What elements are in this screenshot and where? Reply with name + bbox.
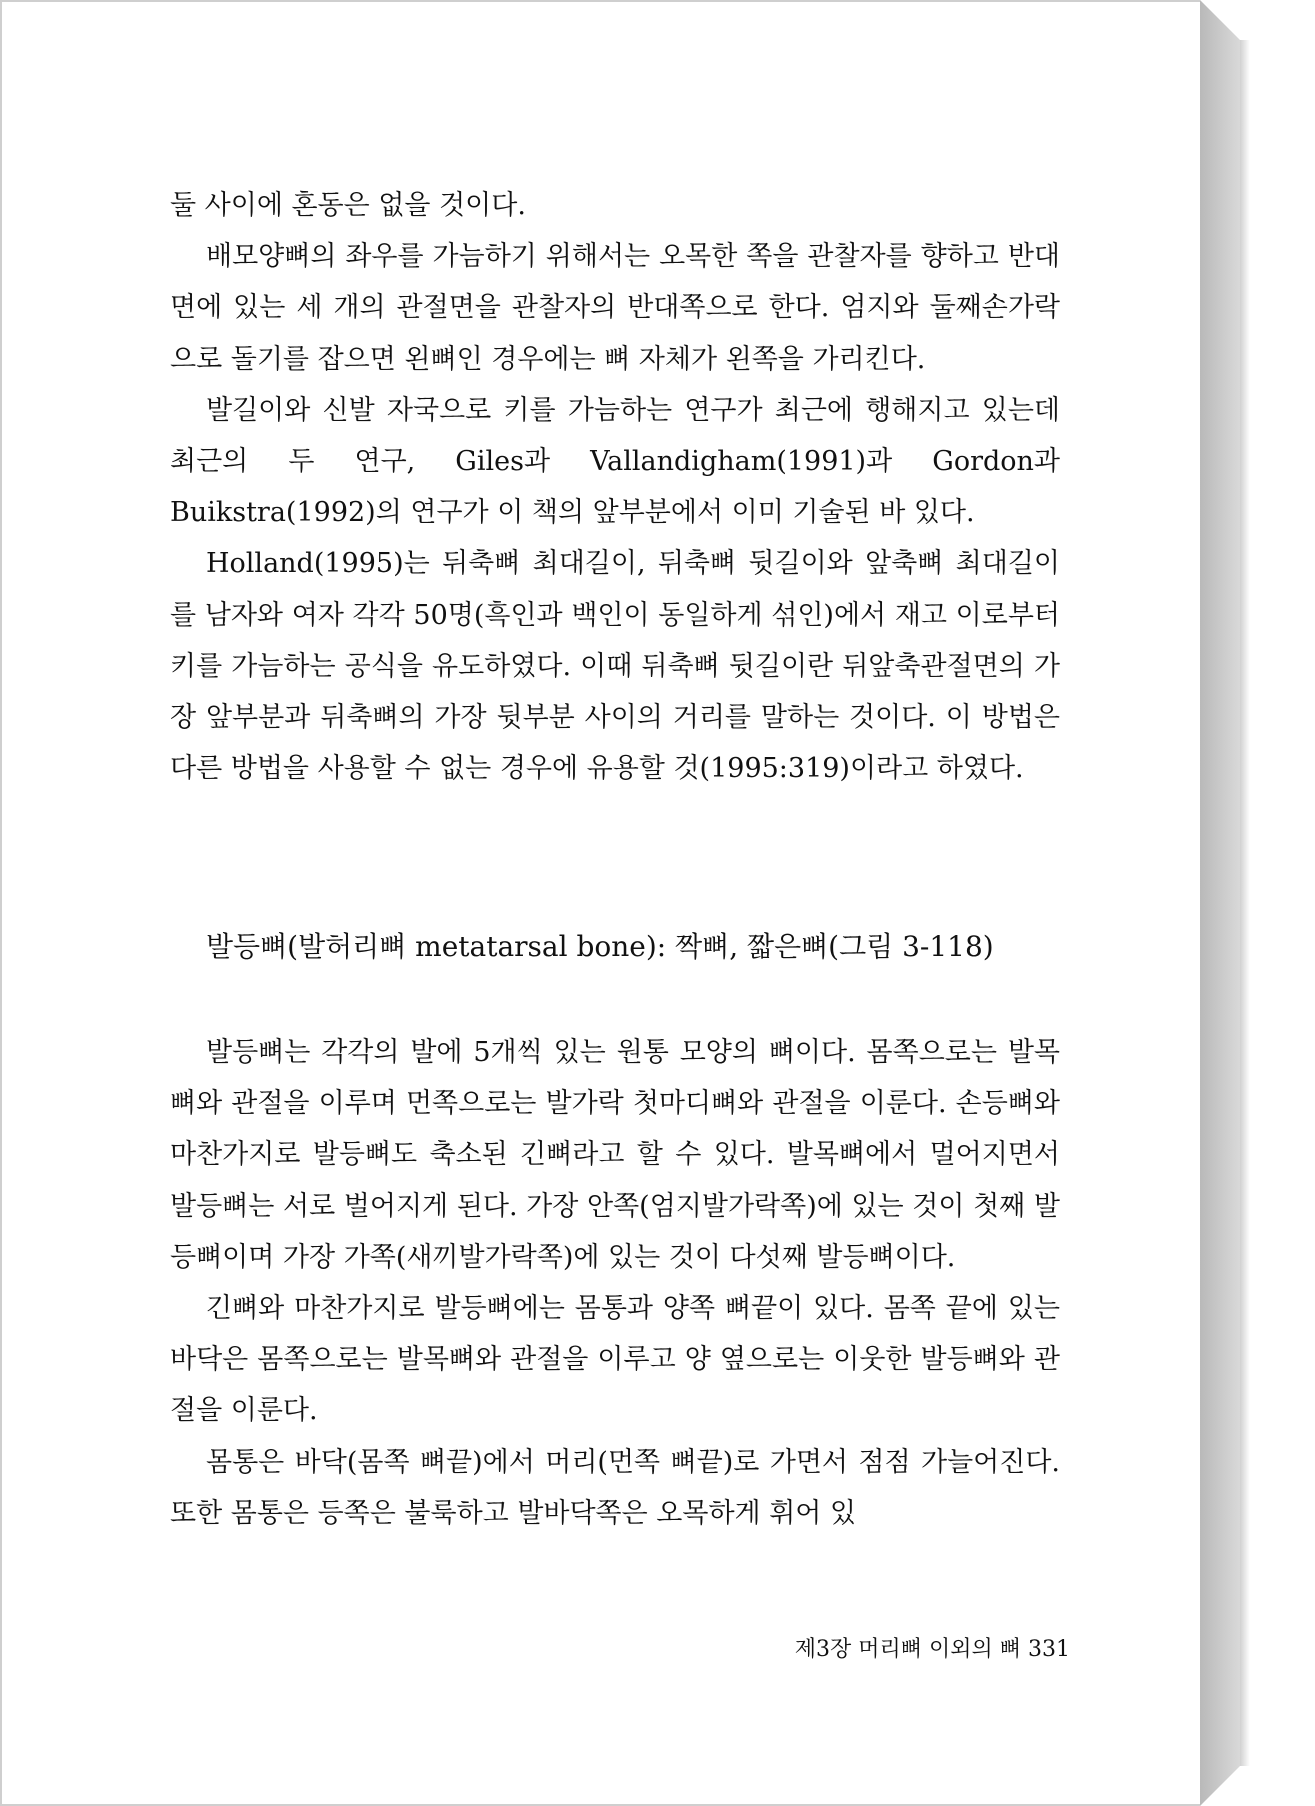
paragraph-5: 발등뼈는 각각의 발에 5개씩 있는 원통 모양의 뼈이다. 몸쪽으로는 발목뼈와 관절을 이루며 먼쪽으로는 발가락 첫마디뼈와 관절을 이룬다. 손등뼈와 마찬가지로 발등뼈도 축소된 긴뼈라고 할 수 있다. 발목뼈에서 멀어지면서 발등뼈는 서로 벌어지게 된다. 가장 안쪽(엄지발가락쪽)에 있는 것이 첫째 발등뼈이며 가장 가쪽(새끼발가락쪽)에 있는 것이 다섯째 발등뼈이다. (170, 1037, 1060, 1273)
section-heading: 발등뼈(발허리뼈 metatarsal bone): 짝뼈, 짧은뼈(그림 3-118) (206, 930, 994, 963)
paragraph-3: 발길이와 신발 자국으로 키를 가늠하는 연구가 최근에 행해지고 있는데 최근의 두 연구, Giles과 Vallandigham(1991)과 Gordon과 Buikstra(1992)의 연구가 이 책의 앞부분에서 이미 기술된 바 있다. (170, 394, 1060, 529)
body-text-bottom (170, 1027, 1060, 1539)
paragraph-1: 둘 사이에 혼동은 없을 것이다. (170, 190, 526, 221)
page-shadow (1240, 40, 1250, 1766)
page-footer: 제3장 머리뼈 이외의 뼈 331 (794, 1637, 1070, 1662)
paragraph-2: 배모양뼈의 좌우를 가늠하기 위해서는 오목한 쪽을 관찰자를 향하고 반대면에 있는 세 개의 관절면을 관찰자의 반대쪽으로 한다. 엄지와 둘째손가락으로 돌기를 잡으면 왼뼈인 경우에는 뼈 자체가 왼쪽을 가리킨다. (170, 241, 1060, 375)
body-text-top (170, 180, 1060, 794)
paragraph-6: 긴뼈와 마찬가지로 발등뼈에는 몸통과 양쪽 뼈끝이 있다. 몸쪽 끝에 있는 바닥은 몸쪽으로는 발목뼈와 관절을 이루고 양 옆으로는 이웃한 발등뼈와 관절을 이룬다. (170, 1293, 1060, 1427)
paragraph-7: 몸통은 바닥(몸쪽 뼈끝)에서 머리(먼쪽 뼈끝)로 가면서 점점 가늘어진다. 또한 몸통은 등쪽은 불룩하고 발바닥쪽은 오목하게 휘어 있 (170, 1446, 1060, 1529)
page-stack-edge (1200, 0, 1240, 1806)
paragraph-4: Holland(1995)는 뒤축뼈 최대길이, 뒤축뼈 뒷길이와 앞축뼈 최대길이를 남자와 여자 각각 50명(흑인과 백인이 동일하게 섞인)에서 재고 이로부터 키를 가늠하는 공식을 유도하였다. 이때 뒤축뼈 뒷길이란 뒤앞축관절면의 가장 앞부분과 뒤축뼈의 가장 뒷부분 사이의 거리를 말하는 것이다. 이 방법은 다른 방법을 사용할 수 없는 경우에 유용할 것(1995:319)이라고 하였다. (170, 548, 1060, 785)
